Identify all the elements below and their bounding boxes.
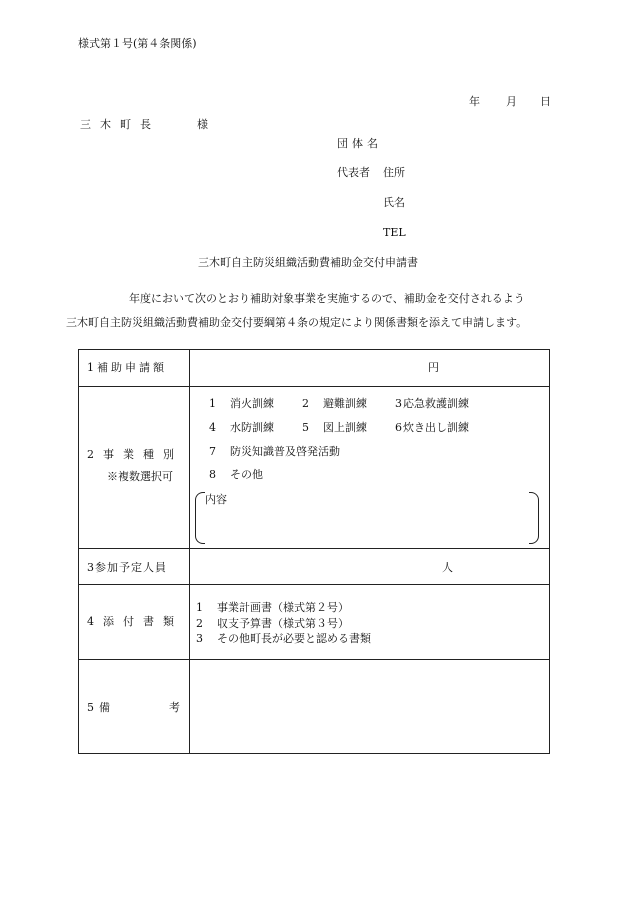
option-fire-drill[interactable]: 消火訓練 [230,397,274,410]
option-number: 3 [395,397,402,410]
option-number: 4 [209,421,216,434]
project-type-label: 2事業種別 [87,448,183,461]
content-label: 内容 [205,493,227,506]
addressee-honorific: 様 [197,118,208,131]
option-number: 6 [395,421,402,434]
participants-unit: 人 [442,561,453,574]
attachment-business-plan: 事業計画書（様式第２号） [217,601,349,614]
intro-line-2: 三木町自主防災組織活動費補助金交付要綱第４条の規定により関係書類を添えて申請します。 [66,316,528,329]
multiple-choice-note: ※複数選択可 [107,470,173,483]
option-cooking-drill[interactable]: 炊き出し訓練 [403,421,469,434]
date-year-label: 年 [469,95,480,108]
option-number: 7 [209,445,216,458]
row-divider-2 [79,548,549,549]
bracket-right [529,492,539,544]
content-bracket[interactable] [195,492,539,544]
option-number: 1 [209,397,216,410]
option-map-drill[interactable]: 図上訓練 [323,421,367,434]
addressee-name: 三木町長 [80,118,160,131]
attachment-budget: 収支予算書（様式第３号） [217,617,349,630]
row-divider-3 [79,584,549,585]
address-label: 住所 [383,166,405,179]
subsidy-amount-unit: 円 [428,361,439,374]
remarks-number: 5 [87,701,94,714]
name-label: 氏名 [383,196,405,209]
column-divider [189,350,190,753]
org-name-label: 団体名 [337,137,382,150]
option-evacuation-drill[interactable]: 避難訓練 [323,397,367,410]
document-title: 三木町自主防災組織活動費補助金交付申請書 [198,256,418,269]
option-flood-drill[interactable]: 水防訓練 [230,421,274,434]
representative-label: 代表者 [337,166,370,179]
row-divider-4 [79,659,549,660]
bracket-left [195,492,205,544]
row-divider-1 [79,386,549,387]
option-other[interactable]: その他 [230,468,263,481]
option-awareness-activity[interactable]: 防災知識普及啓発活動 [230,445,340,458]
remarks-label-a: 備 [99,701,110,714]
form-number: 様式第１号(第４条関係) [78,37,197,50]
application-table [78,349,550,754]
attachment-number: 3 [196,632,203,645]
date-month-label: 月 [506,95,517,108]
option-number: 2 [302,397,309,410]
tel-label: TEL [383,226,406,239]
option-number: 5 [302,421,309,434]
date-day-label: 日 [540,95,551,108]
intro-line-1: 年度において次のとおり補助対象事業を実施するので、補助金を交付されるよう [129,292,525,305]
remarks-label-b: 考 [169,701,180,714]
subsidy-amount-label: 1補助申請額 [87,361,167,374]
attachment-number: 2 [196,617,203,630]
attachment-number: 1 [196,601,203,614]
option-first-aid-drill[interactable]: 応急救護訓練 [403,397,469,410]
participants-label: 3参加予定人員 [87,561,167,574]
attachment-other-docs: その他町長が必要と認める書類 [217,632,371,645]
option-number: 8 [209,468,216,481]
attachments-label: 4添付書類 [87,615,183,628]
